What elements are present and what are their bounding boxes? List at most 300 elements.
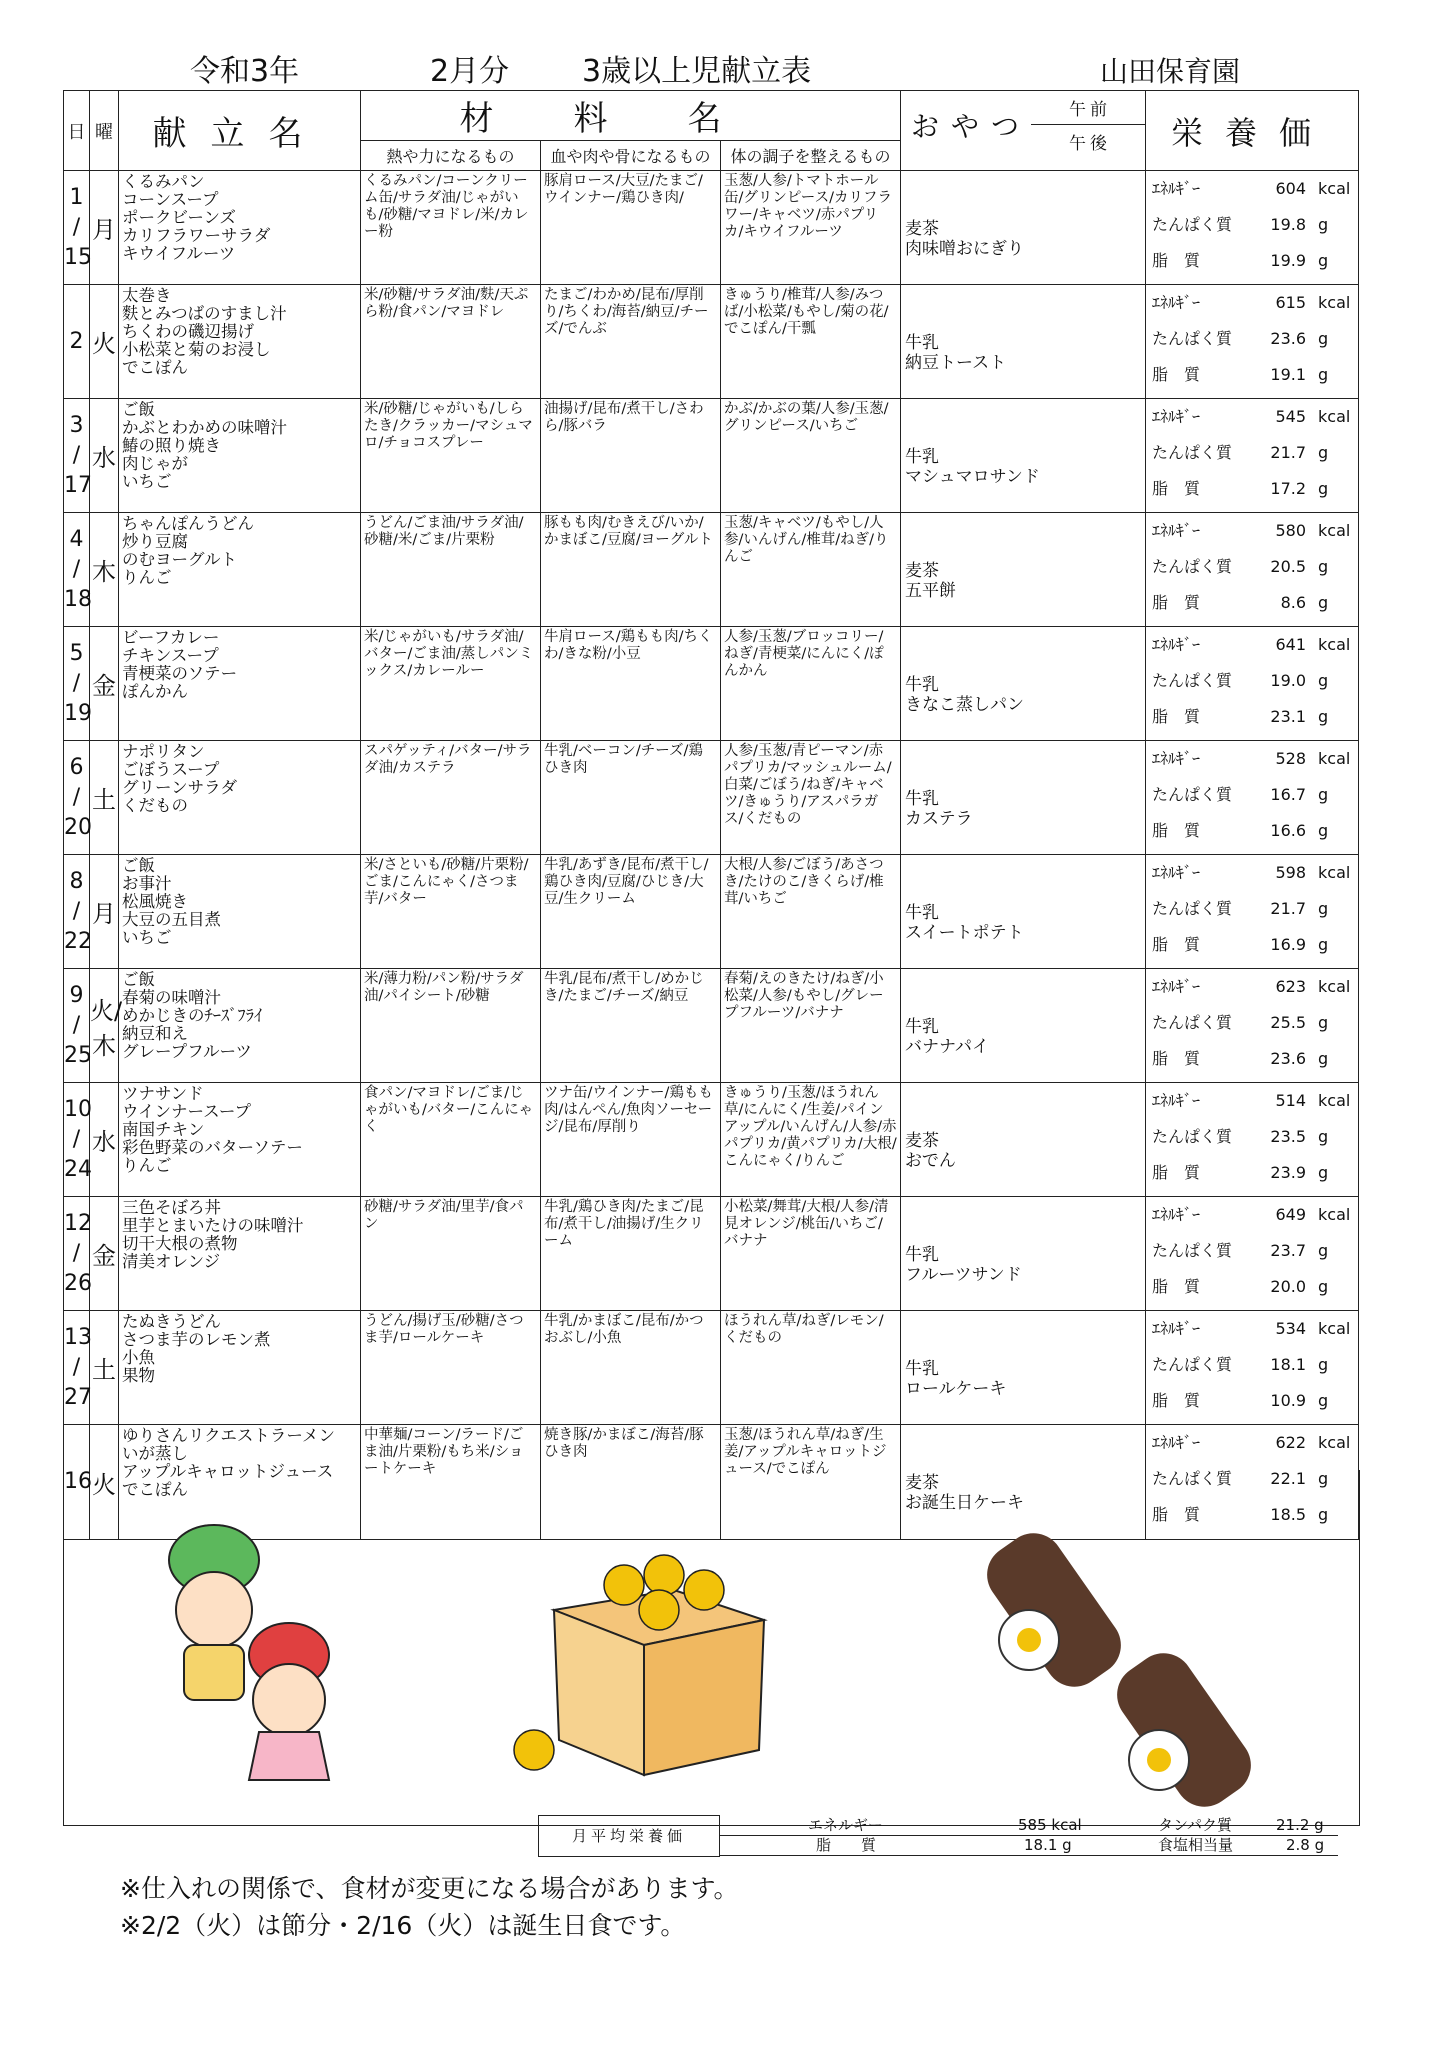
nutrition-unit: g: [1318, 1163, 1329, 1182]
nutrition-cell: [1146, 1197, 1359, 1311]
weekday-cell: 火: [90, 285, 119, 399]
nutrition-label: たんぱく質: [1152, 443, 1233, 462]
nutrition-row: [1146, 585, 1358, 621]
avg-protein-value: 21.2 g: [1276, 1816, 1324, 1834]
date-part: /: [72, 670, 81, 696]
nutrition-row: [1146, 1269, 1358, 1305]
dish-item: りんご: [122, 1156, 172, 1175]
nutrition-value: 534: [1275, 1319, 1307, 1338]
nutrition-label: たんぱく質: [1152, 1013, 1233, 1032]
nutrition-value: 16.7: [1270, 785, 1307, 804]
date-part: 1: [69, 184, 84, 210]
nutrition-unit: g: [1318, 1469, 1329, 1488]
nutrition-row: [1146, 471, 1358, 507]
body-foods-cell: 焼き豚/かまぼこ/海苔/豚ひき肉: [541, 1425, 721, 1540]
energy-foods-cell: 米/さといも/砂糖/片栗粉/ごま/こんにゃく/さつま芋/バター: [361, 855, 541, 969]
note-1: ※仕入れの関係で、食材が変更になる場合があります。: [120, 1874, 739, 1903]
energy-foods-cell: スパゲッティ/バター/サラダ油/カステラ: [361, 741, 541, 855]
snack-pm-header: 午後: [1069, 134, 1112, 154]
snack-header: おやつ: [911, 110, 1032, 143]
snack-pm: ロールケーキ: [905, 1378, 1007, 1399]
nutrition-unit: g: [1318, 1013, 1329, 1032]
nutrition-unit: g: [1318, 1241, 1329, 1260]
col-energy-foods: 熱や力になるもの: [361, 141, 541, 171]
condition-foods-cell: 人参/玉葱/ブロッコリー/ねぎ/青梗菜/にんにく/ぽんかん: [721, 627, 901, 741]
dish-item: ゆりさんリクエストラーメン: [122, 1426, 336, 1445]
snack-am: 牛乳: [905, 332, 940, 353]
day-row: [64, 513, 1359, 627]
nutrition-row: [1146, 1119, 1358, 1155]
date-part: /: [72, 1240, 81, 1266]
date-part: /: [72, 784, 81, 810]
date-part: 19: [64, 700, 92, 726]
dishes-cell: [119, 1083, 361, 1197]
date-part: /: [72, 1012, 81, 1038]
snack-am: 牛乳: [905, 1358, 940, 1379]
weekday-cell: 水: [90, 1083, 119, 1197]
nutrition-value: 21.7: [1270, 443, 1307, 462]
nutrition-value: 16.9: [1270, 935, 1307, 954]
nutrition-row: [1146, 1083, 1358, 1119]
nutrition-label: ｴﾈﾙｷﾞｰ: [1152, 1433, 1201, 1452]
body-foods-cell: ツナ缶/ウインナー/鶏もも肉/はんぺん/魚肉ソーセージ/昆布/厚削り: [541, 1083, 721, 1197]
nutrition-value: 623: [1275, 977, 1307, 996]
nutrition-label: ｴﾈﾙｷﾞｰ: [1152, 863, 1201, 882]
snack-cell: [901, 969, 1146, 1083]
date-cell: [64, 855, 90, 969]
dish-item: コーンスープ: [122, 190, 219, 209]
dish-item: いが蒸し: [122, 1444, 188, 1463]
nutrition-unit: g: [1318, 785, 1329, 804]
energy-foods-cell: 米/じゃがいも/サラダ油/バター/ごま油/蒸しパンミックス/カレールー: [361, 627, 541, 741]
nutrition-row: [1146, 549, 1358, 585]
date-cell: [64, 285, 90, 399]
menu-rows: [64, 171, 1359, 1540]
dishes-cell: [119, 399, 361, 513]
nutrition-unit: g: [1318, 1355, 1329, 1374]
dishes-cell: [119, 171, 361, 285]
dish-item: ごぼうスープ: [122, 760, 220, 779]
avg-fat-value: 18.1 g: [1024, 1836, 1072, 1854]
nutrition-label: ｴﾈﾙｷﾞｰ: [1152, 521, 1201, 540]
dish-item: くだもの: [122, 796, 188, 815]
snack-am: 麦茶: [905, 218, 940, 239]
nutrition-row: [1146, 1233, 1358, 1269]
nutrition-row: [1146, 1311, 1358, 1347]
col-weekday: 曜: [90, 91, 119, 171]
ehomaki-illustration: [975, 1522, 1262, 1819]
nutrition-row: [1146, 243, 1358, 279]
nutrition-row: [1146, 357, 1358, 393]
nutrition-unit: g: [1318, 821, 1329, 840]
setsubun-illustration: [64, 1470, 1359, 1825]
nutrition-unit: g: [1318, 365, 1329, 384]
nutrition-cell: [1146, 627, 1359, 741]
weekday-cell: 木: [90, 513, 119, 627]
nutrition-cell: [1146, 171, 1359, 285]
date-cell: [64, 1083, 90, 1197]
nutrition-unit: g: [1318, 557, 1329, 576]
body-foods-cell: 牛乳/昆布/煮干し/めかじき/たまご/チーズ/納豆: [541, 969, 721, 1083]
day-row: [64, 741, 1359, 855]
day-row: [64, 285, 1359, 399]
date-part: 16: [64, 1469, 92, 1494]
date-part: 8: [69, 868, 84, 894]
dish-item: りんご: [122, 568, 172, 587]
dish-item: でこぽん: [122, 1480, 188, 1499]
nutrition-label: たんぱく質: [1152, 1355, 1233, 1374]
dish-item: 清美オレンジ: [122, 1252, 221, 1271]
nutrition-value: 18.1: [1270, 1355, 1307, 1374]
nutrition-value: 649: [1275, 1205, 1307, 1224]
nutrition-unit: g: [1318, 329, 1329, 348]
nutrition-value: 19.9: [1270, 251, 1307, 270]
snack-cell: [901, 1083, 1146, 1197]
date-cell: [64, 741, 90, 855]
dish-item: 三色そぼろ丼: [122, 1198, 221, 1217]
date-part: 9: [69, 982, 84, 1008]
snack-am: 牛乳: [905, 1244, 940, 1265]
nutrition-label: ｴﾈﾙｷﾞｰ: [1152, 1319, 1201, 1338]
weekday-cell: 月: [90, 171, 119, 285]
dish-item: チキンスープ: [122, 646, 219, 665]
condition-foods-cell: 玉葱/キャベツ/もやし/人参/いんげん/椎茸/ねぎ/りんご: [721, 513, 901, 627]
dish-item: お事汁: [122, 874, 172, 893]
dish-item: 太巻き: [122, 286, 172, 305]
snack-pm: おでん: [905, 1150, 956, 1171]
dish-item: 彩色野菜のバターソテー: [122, 1138, 303, 1157]
page-title: 3歳以上児献立表: [582, 54, 812, 89]
nutrition-unit: g: [1318, 671, 1329, 690]
date-part: /: [72, 556, 81, 582]
nutrition-label: 脂 質: [1152, 593, 1201, 612]
nutrition-row: [1146, 1005, 1358, 1041]
avg-energy-value: 585 kcal: [1018, 1816, 1082, 1834]
school-name: 山田保育園: [1100, 55, 1241, 88]
dish-item: いちご: [122, 472, 172, 491]
avg-salt-value: 2.8 g: [1286, 1836, 1325, 1854]
date-part: /: [72, 1126, 81, 1152]
nutrition-value: 580: [1275, 521, 1307, 540]
nutrition-unit: kcal: [1318, 1091, 1351, 1110]
col-ingredients: 材料名: [361, 91, 901, 141]
condition-foods-cell: ほうれん草/ねぎ/レモン/くだもの: [721, 1311, 901, 1425]
dish-item: でこぽん: [122, 358, 188, 377]
nutrition-value: 18.5: [1270, 1505, 1307, 1524]
snack-am: 麦茶: [905, 1473, 940, 1493]
dish-item: グレープフルーツ: [122, 1042, 252, 1061]
nutrition-value: 22.1: [1270, 1469, 1307, 1488]
nutrition-value: 17.2: [1270, 479, 1307, 498]
nutrition-unit: g: [1318, 1049, 1329, 1068]
nutrition-row: [1146, 813, 1358, 849]
weekday-cell: 月: [90, 855, 119, 969]
nutrition-cell: [1146, 285, 1359, 399]
condition-foods-cell: 春菊/えのきたけ/ねぎ/小松菜/人参/もやし/グレープフルーツ/バナナ: [721, 969, 901, 1083]
snack-am: 麦茶: [905, 1130, 940, 1151]
snack-pm: 肉味噌おにぎり: [905, 238, 1025, 259]
snack-am-header: 午前: [1069, 100, 1112, 120]
snack-cell: [901, 855, 1146, 969]
nutrition-label: 脂 質: [1152, 1163, 1201, 1182]
date-part: /: [72, 1354, 81, 1380]
dish-item: 肉じゃが: [122, 454, 188, 473]
dish-item: 小松菜と菊のお浸し: [122, 340, 271, 359]
energy-foods-cell: うどん/揚げ玉/砂糖/さつま芋/ロールケーキ: [361, 1311, 541, 1425]
dish-item: ポークビーンズ: [122, 208, 237, 227]
nutrition-label: ｴﾈﾙｷﾞｰ: [1152, 1091, 1201, 1110]
day-row: [64, 1197, 1359, 1311]
nutrition-row: [1146, 1197, 1358, 1233]
energy-foods-cell: 米/砂糖/じゃがいも/しらたき/クラッカー/マシュマロ/チョコスプレー: [361, 399, 541, 513]
nutrition-unit: g: [1318, 443, 1329, 462]
snack-pm: カステラ: [905, 808, 973, 829]
dish-item: ナポリタン: [122, 742, 205, 761]
nutrition-cell: [1146, 969, 1359, 1083]
dishes-cell: [119, 855, 361, 969]
monthly-average: [538, 1815, 1338, 1857]
nutrition-label: 脂 質: [1152, 1277, 1201, 1296]
dish-item: さつま芋のレモン煮: [122, 1330, 271, 1349]
snack-pm: フルーツサンド: [905, 1264, 1022, 1285]
dish-item: キウイフルーツ: [122, 244, 236, 263]
nutrition-row: [1146, 1347, 1358, 1383]
nutrition-label: ｴﾈﾙｷﾞｰ: [1152, 179, 1201, 198]
dish-item: カリフラワーサラダ: [122, 226, 271, 245]
snack-cell: [901, 513, 1146, 627]
nutrition-unit: g: [1318, 593, 1329, 612]
date-part: 5: [69, 640, 84, 666]
nutrition-unit: kcal: [1318, 179, 1351, 198]
nutrition-cell: [1146, 1083, 1359, 1197]
era-label: 令和3年: [190, 54, 300, 89]
notes: [120, 1870, 738, 1944]
nutrition-row: [1146, 927, 1358, 963]
nutrition-value: 19.8: [1270, 215, 1307, 234]
nutrition-unit: kcal: [1318, 635, 1351, 654]
dish-item: 納豆和え: [122, 1024, 188, 1043]
energy-foods-cell: 砂糖/サラダ油/里芋/食パン: [361, 1197, 541, 1311]
nutrition-label: たんぱく質: [1152, 557, 1233, 576]
snack-cell: [901, 627, 1146, 741]
energy-foods-cell: うどん/ごま油/サラダ油/砂糖/米/ごま/片栗粉: [361, 513, 541, 627]
body-foods-cell: 豚肩ロース/大豆/たまご/ウインナー/鶏ひき肉/: [541, 171, 721, 285]
nutrition-value: 19.1: [1270, 365, 1307, 384]
snack-pm: スイートポテト: [905, 922, 1024, 943]
condition-foods-cell: きゅうり/椎茸/人参/みつば/小松菜/もやし/菊の花/でこぽん/干瓢: [721, 285, 901, 399]
snack-divider: [1031, 124, 1146, 125]
condition-foods-cell: 玉葱/ほうれん草/ねぎ/生姜/アップルキャロットジュース/でこぽん: [721, 1425, 901, 1540]
body-foods-cell: 牛肩ロース/鶏もも肉/ちくわ/きな粉/小豆: [541, 627, 721, 741]
date-part: 6: [69, 754, 84, 780]
nutrition-unit: g: [1318, 215, 1329, 234]
date-part: /: [72, 214, 81, 240]
nutrition-cell: [1146, 741, 1359, 855]
day-row: [64, 627, 1359, 741]
snack-pm: お誕生日ケーキ: [905, 1493, 1025, 1513]
nutrition-row: [1146, 699, 1358, 735]
nutrition-unit: g: [1318, 479, 1329, 498]
dish-item: 小魚: [122, 1348, 155, 1367]
weekday-cell: 火/木: [90, 969, 119, 1083]
nutrition-label: たんぱく質: [1152, 785, 1233, 804]
nutrition-value: 604: [1275, 179, 1307, 198]
nutrition-unit: kcal: [1318, 863, 1351, 882]
body-foods-cell: 油揚げ/昆布/煮干し/さわら/豚バラ: [541, 399, 721, 513]
nutrition-label: たんぱく質: [1152, 671, 1233, 690]
dish-item: グリーンサラダ: [122, 778, 238, 797]
date-cell: [64, 171, 90, 285]
weekday-cell: 火: [90, 1425, 119, 1540]
nutrition-label: たんぱく質: [1152, 1469, 1233, 1488]
menu-table: [63, 90, 1359, 1540]
date-cell: [64, 513, 90, 627]
dish-item: かぶとわかめの味噌汁: [122, 418, 287, 437]
date-part: 10: [64, 1096, 92, 1122]
dish-item: たぬきうどん: [122, 1312, 221, 1331]
body-foods-cell: 豚もも肉/むきえび/いか/かまぼこ/豆腐/ヨーグルト: [541, 513, 721, 627]
dish-item: アップルキャロットジュース: [122, 1462, 334, 1481]
nutrition-cell: [1146, 513, 1359, 627]
snack-pm: バナナパイ: [905, 1036, 989, 1057]
dish-item: 青梗菜のソテー: [122, 664, 238, 683]
nutrition-row: [1146, 627, 1358, 663]
nutrition-row: [1146, 285, 1358, 321]
condition-foods-cell: 大根/人参/ごぼう/あさつき/たけのこ/きくらげ/椎茸/いちご: [721, 855, 901, 969]
nutrition-label: 脂 質: [1152, 1505, 1201, 1524]
date-part: 3: [69, 412, 84, 438]
dish-item: めかじきのﾁｰｽﾞﾌﾗｲ: [122, 1006, 263, 1025]
nutrition-label: 脂 質: [1152, 1391, 1201, 1410]
snack-am: 麦茶: [905, 560, 940, 581]
col-menu: 献立名: [119, 91, 361, 171]
nutrition-label: 脂 質: [1152, 935, 1201, 954]
dish-item: ビーフカレー: [122, 628, 220, 647]
month-label: 2月分: [430, 54, 510, 89]
nutrition-row: [1146, 891, 1358, 927]
dish-item: 鰆の照り焼き: [122, 436, 221, 455]
body-foods-cell: 牛乳/ベーコン/チーズ/鶏ひき肉: [541, 741, 721, 855]
nutrition-label: ｴﾈﾙｷﾞｰ: [1152, 749, 1201, 768]
avg-salt-label: 食塩相当量: [1158, 1836, 1234, 1854]
snack-cell: [901, 399, 1146, 513]
energy-foods-cell: 米/薄力粉/パン粉/サラダ油/パイシート/砂糖: [361, 969, 541, 1083]
dishes-cell: [119, 741, 361, 855]
dish-item: ツナサンド: [122, 1084, 204, 1103]
col-snack: [901, 91, 1146, 171]
date-part: 25: [64, 1042, 92, 1068]
nutrition-unit: g: [1318, 1505, 1329, 1524]
nutrition-row: [1146, 777, 1358, 813]
nutrition-value: 23.6: [1270, 1049, 1307, 1068]
nutrition-value: 10.9: [1270, 1391, 1307, 1410]
avg-protein-label: タンパク質: [1158, 1816, 1232, 1834]
avg-fat-label: 脂 質: [816, 1836, 877, 1854]
nutrition-value: 21.7: [1270, 899, 1307, 918]
weekday-cell: 金: [90, 627, 119, 741]
nutrition-unit: g: [1318, 1277, 1329, 1296]
nutrition-value: 20.5: [1270, 557, 1307, 576]
date-part: 24: [64, 1156, 92, 1182]
nutrition-cell: [1146, 855, 1359, 969]
date-part: 22: [64, 928, 92, 954]
body-foods-cell: 牛乳/かまぼこ/昆布/かつおぶし/小魚: [541, 1311, 721, 1425]
nutrition-label: 脂 質: [1152, 707, 1201, 726]
dishes-cell: [119, 285, 361, 399]
date-part: 20: [64, 814, 92, 840]
nutrition-label: ｴﾈﾙｷﾞｰ: [1152, 977, 1201, 996]
nutrition-unit: kcal: [1318, 749, 1351, 768]
nutrition-row: [1146, 513, 1358, 549]
snack-cell: [901, 285, 1146, 399]
dish-item: 果物: [122, 1366, 155, 1385]
dish-item: 春菊の味噌汁: [122, 988, 221, 1007]
day-row: [64, 1083, 1359, 1197]
nutrition-unit: kcal: [1318, 1205, 1351, 1224]
dish-item: 大豆の五目煮: [122, 910, 221, 929]
col-body-foods: 血や肉や骨になるもの: [541, 141, 721, 171]
date-cell: [64, 627, 90, 741]
weekday-cell: 土: [90, 741, 119, 855]
nutrition-cell: [1146, 399, 1359, 513]
snack-cell: [901, 741, 1146, 855]
nutrition-row: [1146, 207, 1358, 243]
nutrition-label: たんぱく質: [1152, 215, 1233, 234]
col-condition-foods: 体の調子を整えるもの: [721, 141, 901, 171]
nutrition-label: ｴﾈﾙｷﾞｰ: [1152, 407, 1201, 426]
snack-am: 牛乳: [905, 674, 940, 695]
nutrition-label: たんぱく質: [1152, 899, 1233, 918]
condition-foods-cell: 小松菜/舞茸/大根/人参/清見オレンジ/桃缶/いちご/バナナ: [721, 1197, 901, 1311]
oni-kids-illustration: [169, 1525, 329, 1780]
nutrition-row: [1146, 321, 1358, 357]
condition-foods-cell: きゅうり/玉葱/ほうれん草/にんにく/生姜/パインアップル/いんげん/人参/赤パプリカ/黄パプリカ/大根/こんにゃく/りんご: [721, 1083, 901, 1197]
nutrition-label: たんぱく質: [1152, 329, 1233, 348]
dishes-cell: [119, 969, 361, 1083]
dish-item: ウインナースープ: [122, 1102, 252, 1121]
date-part: 27: [64, 1384, 92, 1410]
energy-foods-cell: 中華麺/コーン/ラード/ごま油/片栗粉/もち米/ショートケーキ: [361, 1425, 541, 1540]
snack-am: 牛乳: [905, 788, 940, 809]
energy-foods-cell: くるみパン/コーンクリーム缶/サラダ油/じゃがいも/砂糖/マヨドレ/米/カレー粉: [361, 171, 541, 285]
weekday-cell: 金: [90, 1197, 119, 1311]
nutrition-value: 23.6: [1270, 329, 1307, 348]
day-row: [64, 171, 1359, 285]
nutrition-row: [1146, 435, 1358, 471]
nutrition-value: 615: [1275, 293, 1307, 312]
nutrition-unit: kcal: [1318, 1319, 1351, 1338]
nutrition-unit: g: [1318, 899, 1329, 918]
nutrition-label: ｴﾈﾙｷﾞｰ: [1152, 1205, 1201, 1224]
body-foods-cell: たまご/わかめ/昆布/厚削り/ちくわ/海苔/納豆/チーズ/でんぶ: [541, 285, 721, 399]
date-part: 12: [64, 1210, 92, 1236]
dish-item: ご飯: [122, 400, 155, 419]
illustration-area: [63, 1470, 1360, 1826]
nutrition-row: [1146, 1155, 1358, 1191]
nutrition-unit: g: [1318, 251, 1329, 270]
nutrition-value: 514: [1275, 1091, 1307, 1110]
condition-foods-cell: かぶ/かぶの葉/人参/玉葱/グリンピース/いちご: [721, 399, 901, 513]
nutrition-unit: g: [1318, 1127, 1329, 1146]
note-2: ※2/2（火）は節分・2/16（火）は誕生日食です。: [120, 1911, 686, 1940]
nutrition-value: 8.6: [1280, 593, 1307, 612]
snack-pm: きなこ蒸しパン: [905, 694, 1025, 715]
date-cell: [64, 969, 90, 1083]
nutrition-value: 598: [1275, 863, 1307, 882]
date-part: 13: [64, 1324, 92, 1350]
nutrition-unit: kcal: [1318, 521, 1351, 540]
snack-pm: マシュマロサンド: [905, 466, 1040, 487]
